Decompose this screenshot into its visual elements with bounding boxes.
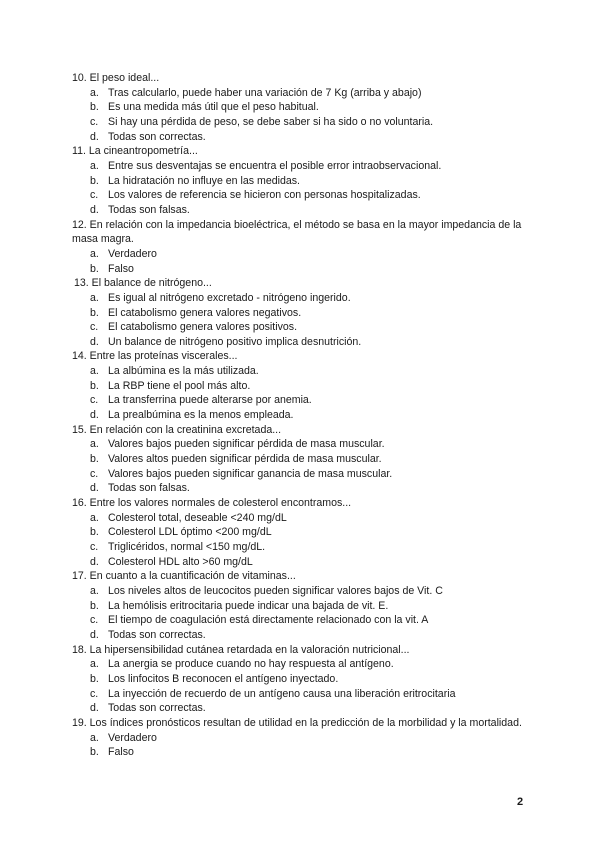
question-block [72,496,532,569]
option-letter: d. [90,702,99,715]
option-letter: b. [90,453,99,466]
option-text: Colesterol LDL óptimo <200 mg/dL [108,526,272,539]
option-list [72,291,532,350]
option-letter: a. [90,247,99,260]
option-item [72,525,532,540]
option-letter: d. [90,628,99,641]
option-text: Todas son falsas. [108,203,190,216]
option-item [72,203,532,218]
option-text: Falso [108,746,134,759]
question-text: 10. El peso ideal... [72,72,160,84]
option-letter: d. [90,482,99,495]
question-text: 14. Entre las proteínas viscerales... [72,350,238,363]
option-letter: a. [90,365,99,378]
option-item [72,159,532,174]
option-text: La anergia se produce cuando no hay respuesta al antígeno. [108,658,394,671]
option-letter: c. [90,687,99,700]
question-block [72,423,532,496]
question-block [72,716,532,760]
option-item [72,320,532,335]
option-item [72,306,532,321]
question-text: 16. Entre los valores normales de colesterol encontramos... [72,497,352,510]
option-item [72,701,532,716]
option-letter: a. [90,731,99,744]
option-letter: b. [90,379,99,392]
option-text: Valores bajos pueden significar ganancia de masa muscular. [108,467,393,480]
option-item [72,481,532,496]
option-item [72,452,532,467]
option-list [72,159,532,218]
question-block [72,569,532,642]
option-list [72,437,532,496]
option-letter: b. [90,174,99,187]
option-item [72,408,532,423]
option-text: Entre sus desventajas se encuentra el posible error intraobservacional. [108,159,442,172]
option-item [72,130,532,145]
question-list [72,71,532,760]
option-letter: d. [90,130,99,143]
option-letter: d. [90,203,99,216]
option-item [72,687,532,702]
option-text: Falso [108,262,134,275]
option-item [72,379,532,394]
option-letter: b. [90,672,99,685]
option-list [72,657,532,716]
option-text: Valores bajos pueden significar pérdida de masa muscular. [108,438,385,451]
question-text: 12. En relación con la impedancia bioeléctrica, el método se basa en la mayor impedancia de la masa magra. [72,218,522,246]
option-letter: b. [90,101,99,114]
option-item [72,540,532,555]
option-item [72,731,532,746]
option-item [72,247,532,262]
option-letter: c. [90,321,99,334]
option-letter: d. [90,335,99,348]
question-block [72,144,532,217]
question-block [72,276,532,349]
question-text: 19. Los índices pronósticos resultan de utilidad en la predicción de la morbilidad y la mortalidad. [72,716,522,729]
option-text: La transferrina puede alterarse por anemia. [108,394,312,407]
option-text: Los niveles altos de leucocitos pueden significar valores bajos de Vit. C [108,584,443,597]
option-text: La hemólisis eritrocitaria puede indicar una bajada de vit. E. [108,599,389,612]
option-list [72,731,532,760]
option-text: Si hay una pérdida de peso, se debe saber si ha sido o no voluntaria. [108,115,434,128]
question-text: 13. El balance de nitrógeno... [74,277,212,290]
option-item [72,555,532,570]
option-item [72,613,532,628]
option-text: Todas son correctas. [108,130,206,143]
option-letter: b. [90,599,99,612]
option-letter: c. [90,541,99,553]
option-item [72,672,532,687]
option-text: Los valores de referencia se hicieron con personas hospitalizadas. [108,189,421,202]
option-item [72,584,532,599]
option-text: Colesterol total, deseable <240 mg/dL [108,511,287,524]
option-letter: a. [90,291,99,304]
option-text: Valores altos pueden significar pérdida de masa muscular. [108,453,382,466]
option-list [72,511,532,570]
option-text: Un balance de nitrógeno positivo implica desnutrición. [108,335,362,348]
option-text: El tiempo de coagulación está directamente relacionado con la vit. A [108,614,429,627]
option-item [72,511,532,526]
question-block [72,349,532,422]
option-text: Todas son falsas. [108,482,190,495]
option-letter: c. [90,467,99,480]
option-text: El catabolismo genera valores positivos. [108,321,298,334]
option-letter: a. [90,86,99,99]
option-letter: c. [90,115,99,128]
option-item [72,393,532,408]
option-letter: a. [90,438,99,451]
option-list [72,247,532,276]
question-block [72,71,532,144]
option-text: El catabolismo genera valores negativos. [108,306,302,319]
option-text: La RBP tiene el pool más alto. [108,379,251,392]
option-item [72,86,532,101]
option-letter: b. [90,526,99,539]
option-item [72,657,532,672]
option-text: Verdadero [108,731,157,744]
option-item [72,467,532,482]
option-item [72,335,532,350]
option-item [72,628,532,643]
option-letter: a. [90,511,99,524]
option-text: Es una medida más útil que el peso habitual. [108,101,319,114]
option-item [72,188,532,203]
question-text: 17. En cuanto a la cuantificación de vitaminas... [72,570,296,583]
option-text: Es igual al nitrógeno excretado - nitrógeno ingerido. [108,291,351,304]
option-text: Tras calcularlo, puede haber una variación de 7 Kg (arriba y abajo) [108,86,422,99]
option-text: Triglicéridos, normal <150 mg/dL. [108,541,266,553]
page-number: 2 [517,796,524,808]
question-text: 18. La hipersensibilidad cutánea retardada en la valoración nutricional... [72,643,410,656]
option-list [72,364,532,423]
question-block [72,643,532,716]
question-block [72,218,532,277]
option-item [72,599,532,614]
option-letter: b. [90,746,99,759]
option-item [72,364,532,379]
option-letter: a. [90,584,99,597]
question-text: 15. En relación con la creatinina excretada... [72,423,282,436]
option-text: Verdadero [108,247,157,260]
option-text: La prealbúmina es la menos empleada. [108,409,294,422]
option-letter: b. [90,306,99,319]
option-letter: d. [90,555,99,568]
option-text: Colesterol HDL alto >60 mg/dL [108,555,253,568]
option-list [72,86,532,145]
option-text: Los linfocitos B reconocen el antígeno inyectado. [108,672,339,685]
option-letter: b. [90,262,99,275]
option-item [72,174,532,189]
option-item [72,262,532,277]
option-item [72,437,532,452]
option-letter: c. [90,394,99,407]
option-text: Todas son correctas. [108,628,206,641]
option-item [72,115,532,130]
option-item [72,745,532,760]
option-letter: c. [90,189,99,202]
question-text: 11. La cineantropometría... [72,145,198,158]
option-letter: a. [90,159,99,172]
option-item [72,291,532,306]
option-letter: a. [90,658,99,671]
option-list [72,584,532,643]
option-letter: c. [90,614,99,627]
option-text: La albúmina es la más utilizada. [108,365,259,378]
option-text: La hidratación no influye en las medidas. [108,174,300,187]
option-text: Todas son correctas. [108,702,206,715]
option-letter: d. [90,409,99,422]
option-text: La inyección de recuerdo de un antígeno causa una liberación eritrocitaria [108,687,456,700]
option-item [72,100,532,115]
